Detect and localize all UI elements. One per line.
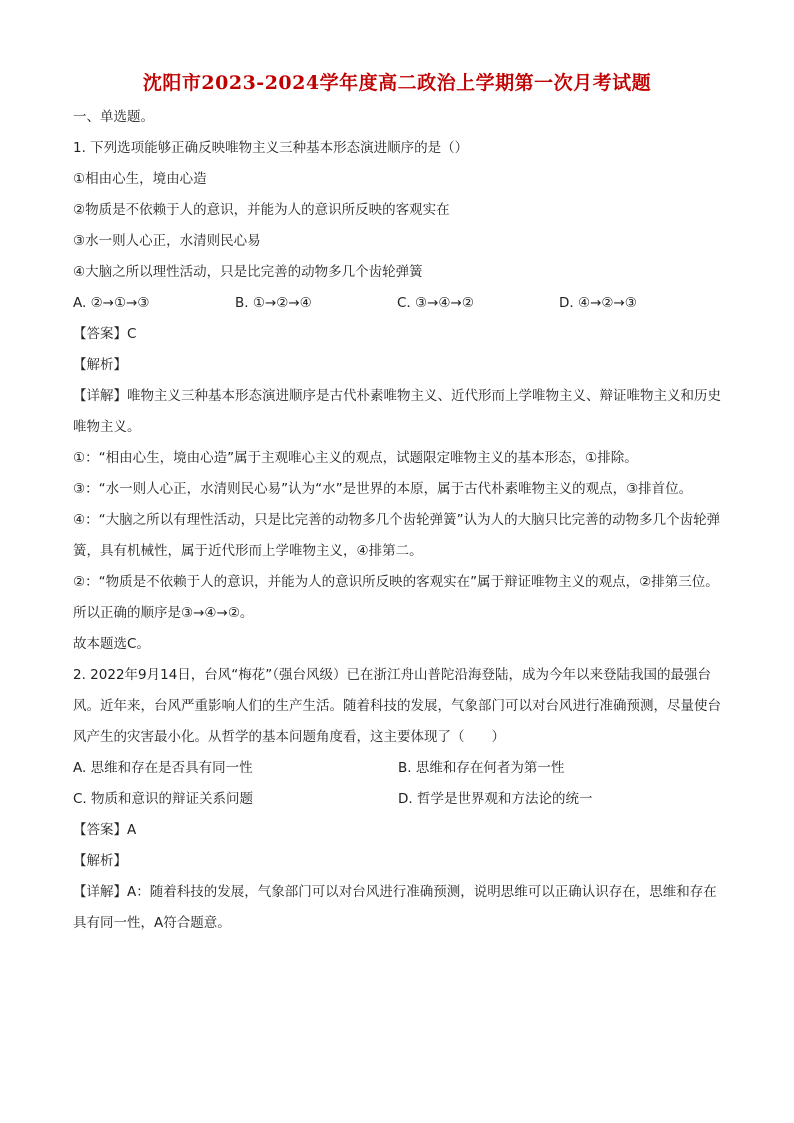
section-heading: 一、单选题。 [73, 109, 154, 125]
question-2-analysis-label: 【解析】 [73, 853, 127, 869]
question-1-point: ①：“相由心生，境由心造”属于主观唯心主义的观点，试题限定唯物主义的基本形态，①排除。 [73, 450, 638, 466]
answer-label: 【答案】 [73, 822, 127, 838]
answer-value: C [127, 326, 137, 342]
option-d: D. ④→②→③ [559, 295, 637, 311]
detail-label: 【详解】 [73, 884, 127, 900]
question-1-analysis-label: 【解析】 [73, 357, 127, 373]
question-1-item: ①相由心生，境由心造 [73, 171, 207, 187]
option-b: B. 思维和存在何者为第一性 [398, 760, 565, 776]
question-2-options-row-2 [73, 784, 723, 815]
question-1-point: ④：“大脑之所以有理性活动，只是比完善的动物多几个齿轮弹簧”认为人的大脑只比完善的动物多几个齿轮弹簧，具有机械性，属于近代形而上学唯物主义，④排第二。 [73, 512, 721, 559]
question-1-conclusion: 所以正确的顺序是③→④→②。 [73, 605, 254, 621]
option-b: B. ①→②→④ [235, 295, 312, 311]
question-2-options-row-1 [73, 753, 723, 784]
detail-text: A：随着科技的发展，气象部门可以对台风进行准确预测，说明思维可以正确认识存在，思维和存在具有同一性，A符合题意。 [73, 884, 717, 931]
detail-label: 【详解】 [73, 388, 127, 404]
question-1-stem: 1. 下列选项能够正确反映唯物主义三种基本形态演进顺序的是（） [73, 140, 469, 156]
question-1-item: ③水一则人心正，水清则民心易 [73, 233, 261, 249]
question-1-item: ②物质是不依赖于人的意识，并能为人的意识所反映的客观实在 [73, 202, 450, 218]
question-1-item: ④大脑之所以理性活动，只是比完善的动物多几个齿轮弹簧 [73, 264, 423, 280]
question-1-detail [73, 381, 723, 443]
question-1-options [73, 288, 723, 319]
option-a: A. ②→①→③ [73, 295, 150, 311]
detail-text: 唯物主义三种基本形态演进顺序是古代朴素唯物主义、近代形而上学唯物主义、辩证唯物主义和历史唯物主义。 [73, 388, 721, 435]
question-1-point: ②：“物质是不依赖于人的意识，并能为人的意识所反映的客观实在”属于辩证唯物主义的观点，②排第三位。 [73, 574, 719, 590]
option-d: D. 哲学是世界观和方法论的统一 [398, 791, 593, 807]
question-2-stem: 2. 2022年9月14日，台风“梅花”（强台风级）已在浙江舟山普陀沿海登陆，成为今年以来登陆我国的最强台风。近年来，台风严重影响人们的生产生活。随着科技的发展，气象部门可以对台风进行准确预测，尽量使台风产生的灾害最小化。从哲学的基本问题角度看，这主要体现了（ ） [73, 667, 721, 745]
option-c: C. 物质和意识的辩证关系问题 [73, 791, 254, 807]
question-1-point: ③：“水一则人心正，水清则民心易”认为“水”是世界的本原，属于古代朴素唯物主义的观点，③排首位。 [73, 481, 693, 497]
option-c: C. ③→④→② [397, 295, 474, 311]
question-2-detail [73, 877, 723, 939]
question-1-final: 故本题选C。 [73, 636, 150, 652]
answer-value: A [127, 822, 137, 838]
content-body [73, 102, 723, 939]
question-1-answer [73, 319, 723, 350]
answer-label: 【答案】 [73, 326, 127, 342]
question-2-answer [73, 815, 723, 846]
option-a: A. 思维和存在是否具有同一性 [73, 760, 253, 776]
page-title: 沈阳市2023-2024学年度高二政治上学期第一次月考试题 [142, 72, 652, 94]
